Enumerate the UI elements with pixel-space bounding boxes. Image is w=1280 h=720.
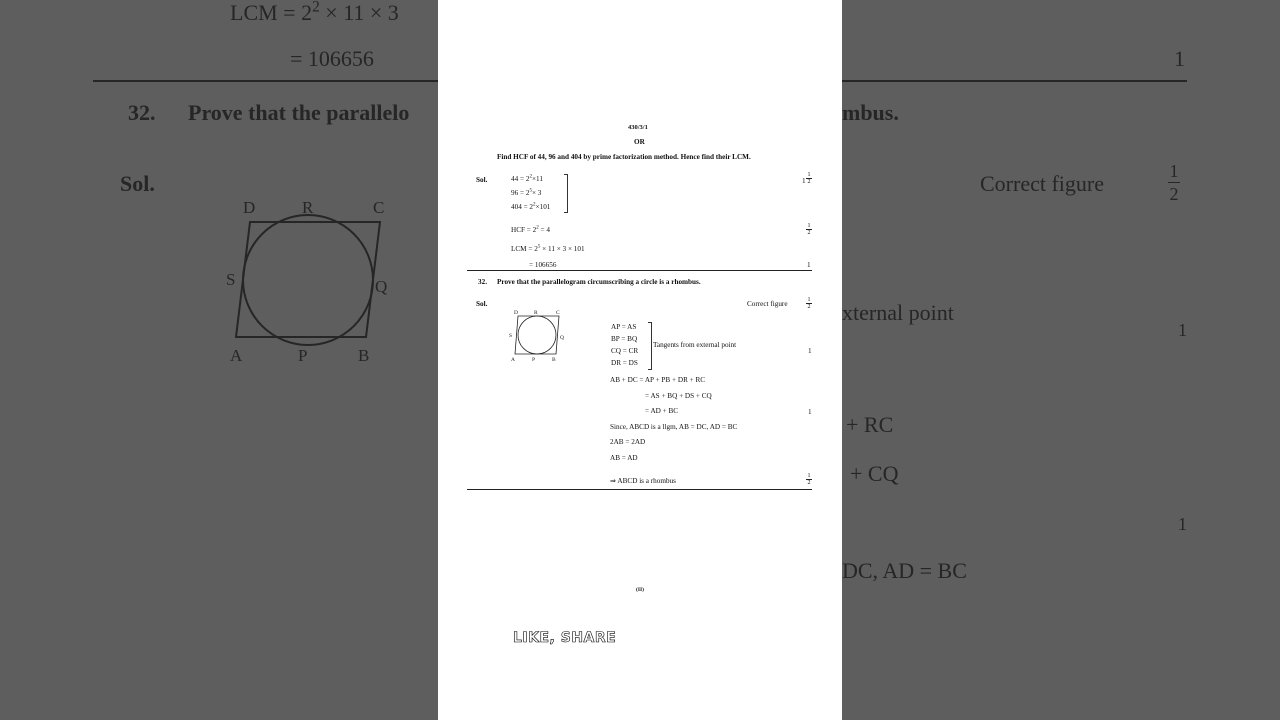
tangent-brace — [648, 322, 652, 370]
bg-correct-figure: Correct figure — [980, 171, 1104, 196]
end-rule — [467, 489, 812, 490]
step-5: 2AB = 2AD — [610, 438, 646, 446]
factor-44: $44 = 2^2\times 11$ — [511, 174, 543, 183]
bg-lcm-value: = 106656 — [290, 46, 374, 71]
inscribed-circle — [518, 316, 556, 354]
bg-q32-number: 32. — [128, 100, 156, 125]
lcm-line: LCM = $2^5 \times 11 \times 3 \times 101$ — [511, 244, 585, 253]
tangent-cq-cr: CQ = CR — [611, 347, 639, 355]
label-a: A — [511, 357, 515, 363]
bg-label-r: R — [302, 198, 314, 217]
circle-figure — [508, 306, 566, 364]
bg-q32-tail: mbus. — [842, 100, 899, 125]
label-c: C — [556, 310, 560, 316]
lcm-value: = 106656 — [529, 261, 557, 269]
hcf-mark: $\frac{1}{2}$ — [807, 223, 811, 236]
step-6: AB = AD — [610, 454, 638, 462]
document-page — [438, 0, 842, 720]
conclusion: ⇒ ABCD is a rhombus — [610, 477, 676, 485]
step-2: = AS + BQ + DS + CQ — [645, 392, 712, 400]
mark-one-half-fraction: $\frac{1}{2}$ — [807, 172, 811, 185]
correct-figure: Correct figure — [747, 300, 788, 308]
mark-one-half-whole: 1 — [802, 177, 806, 185]
bg-figure — [220, 195, 410, 370]
label-r: R — [534, 310, 538, 316]
bg-dc-ad-bc: DC, AD = BC — [842, 558, 967, 583]
lcm-mark: 1 — [807, 261, 811, 269]
bg-external-point: xternal point — [842, 300, 954, 325]
step-mark: 1 — [808, 408, 812, 416]
factor-404: $404 = 2^2\times 101$ — [511, 202, 551, 211]
paper-code: 430/3/1 — [628, 124, 648, 131]
parallelogram — [515, 316, 559, 354]
bg-label-q: Q — [375, 277, 388, 296]
figure-mark: $\frac{1}{2}$ — [807, 297, 811, 310]
section-rule — [467, 270, 812, 271]
label-b: B — [552, 357, 556, 363]
hcf-line: HCF = $2^2 = 4$ — [511, 225, 550, 234]
bg-label-b: B — [358, 346, 370, 365]
bg-half-fraction: 1 2 — [1169, 161, 1179, 204]
factor-brace — [564, 174, 568, 213]
bg-rc: + RC — [846, 412, 894, 437]
bg-label-a: A — [230, 346, 243, 365]
label-q: Q — [560, 335, 564, 341]
tangent-dr-ds: DR = DS — [611, 359, 638, 367]
tangent-bp-bq: BP = BQ — [611, 335, 638, 343]
step-4: Since, ABCD is a llgm, AB = DC, AD = BC — [610, 423, 738, 431]
bg-label-p: P — [298, 346, 308, 365]
bg-q32-text: Prove that the parallelo — [188, 100, 410, 125]
bg-label-s: S — [226, 270, 236, 289]
label-d: D — [514, 310, 518, 316]
q32-number: 32. — [478, 278, 487, 286]
label-s: S — [509, 333, 513, 339]
bg-mark: 1 — [1174, 46, 1185, 71]
like-share-caption: LIKE, SHARE — [513, 630, 617, 646]
sol2-label: Sol. — [476, 300, 488, 308]
tangents-mark: 1 — [808, 347, 812, 355]
sol-label: Sol. — [476, 176, 488, 184]
label-p: P — [532, 357, 536, 363]
step-1: AB + DC = AP + PB + DR + RC — [610, 376, 706, 384]
page-number: (II) — [636, 587, 644, 593]
step-3: = AD + BC — [645, 407, 679, 415]
bg-lcm-line: LCM = $2^2 \times 11 \times 3$ — [230, 0, 399, 25]
q32-text: Prove that the parallelogram circumscribing a circle is a rhombus. — [497, 278, 701, 286]
tangent-ap-as: AP = AS — [611, 323, 637, 331]
or-heading: OR — [634, 138, 645, 146]
bg-mark-c: 1 — [1178, 514, 1187, 534]
bg-sol: Sol. — [120, 171, 155, 196]
bg-circle — [243, 215, 373, 345]
question-text: Find HCF of 44, 96 and 404 by prime factorization method. Hence find their LCM. — [497, 153, 751, 161]
bg-label-d: D — [243, 198, 256, 217]
bg-cq: + CQ — [850, 461, 899, 486]
tangents-note: Tangents from external point — [653, 341, 737, 349]
conclusion-mark: $\frac{1}{2}$ — [807, 473, 811, 486]
factor-96: $96 = 2^5\times 3$ — [511, 188, 542, 197]
bg-label-c: C — [373, 198, 385, 217]
bg-mark-b: 1 — [1178, 320, 1187, 340]
